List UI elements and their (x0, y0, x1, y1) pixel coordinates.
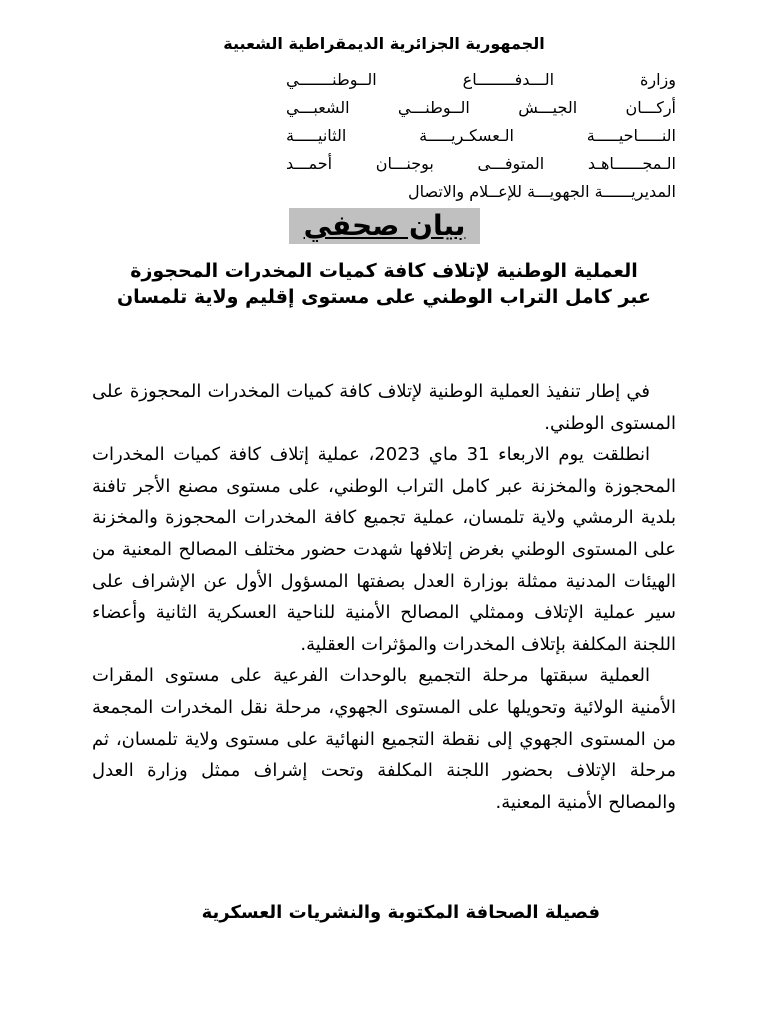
signature: فصيلة الصحافة المكتوبة والنشريات العسكرية (201, 902, 600, 923)
paragraph-stages: العملية سبقتها مرحلة التجميع بالوحدات الفرعية على مستوى المقرات الأمنية الولائية وتحويلها على المستوى الجهوي، مرحلة نقل المخدرات المجمعة من المستوى الجهوي إلى نقطة التجميع النهائية على مستوى ولاية تلمسان، ثم مرحلة الإتلاف بحضور اللجنة المكلفة وتحت إشراف ممثل وزارة العدل والمصالح الأمنية المعنية. (92, 665, 676, 813)
title-line-1: العملية الوطنية لإتلاف كافة كميات المخدرات المحجوزة (130, 260, 638, 282)
republic-heading: الجمهورية الجزائرية الديمقراطية الشعبية (223, 34, 545, 53)
issuer-line-staff: أركـــان الجيـــش الــوطنـــي الشعبـــي (286, 98, 676, 117)
paragraph-intro: في إطار تنفيذ العملية الوطنية لإتلاف كافة كميات المخدرات المحجوزة على المستوى الوطني. (92, 381, 676, 434)
issuer-line-mujahid: الـمجــــــاهـد المتوفـــى بوجنـــان أحمـــد (286, 154, 676, 173)
body-text (92, 376, 676, 818)
issuer-line-directorate: المديريــــــة الجهويـــة للإعــلام والاتصال (408, 182, 676, 201)
title-line-2: عبر كامل التراب الوطني على مستوى إقليم ولاية تلمسان (116, 286, 652, 308)
issuer-line-ministry: وزارة الـــدفــــــــاع الــوطنـــــــي (286, 70, 676, 89)
paragraph-operation: انطلقت يوم الاربعاء 31 ماي 2023، عملية إتلاف كافة كميات المخدرات المحجوزة والمخزنة عبر كامل التراب الوطني، على مستوى مصنع الأجر تافنة بلدية الرمشي ولاية تلمسان، عملية تجميع كافة المخدرات المحجوزة والمخزنة على المستوى الوطني بغرض إتلافها شهدت حضور مختلف المصالح المعنية من الهيئات المدنية ممثلة بوزارة العدل بصفتها المسؤول الأول عن الإشراف على سير عملية الإتلاف وممثلي المصالح الأمنية للناحية العسكرية الثانية وأعضاء اللجنة المكلفة بإتلاف المخدرات والمؤثرات العقلية. (92, 444, 676, 655)
document-title (92, 258, 676, 310)
statement-title: بيان صحفي (289, 208, 480, 244)
issuer-block (286, 66, 676, 206)
issuer-line-region: النـــــاحيـــــة الـعسكـريـــــة الثانيـــــة (286, 126, 676, 145)
